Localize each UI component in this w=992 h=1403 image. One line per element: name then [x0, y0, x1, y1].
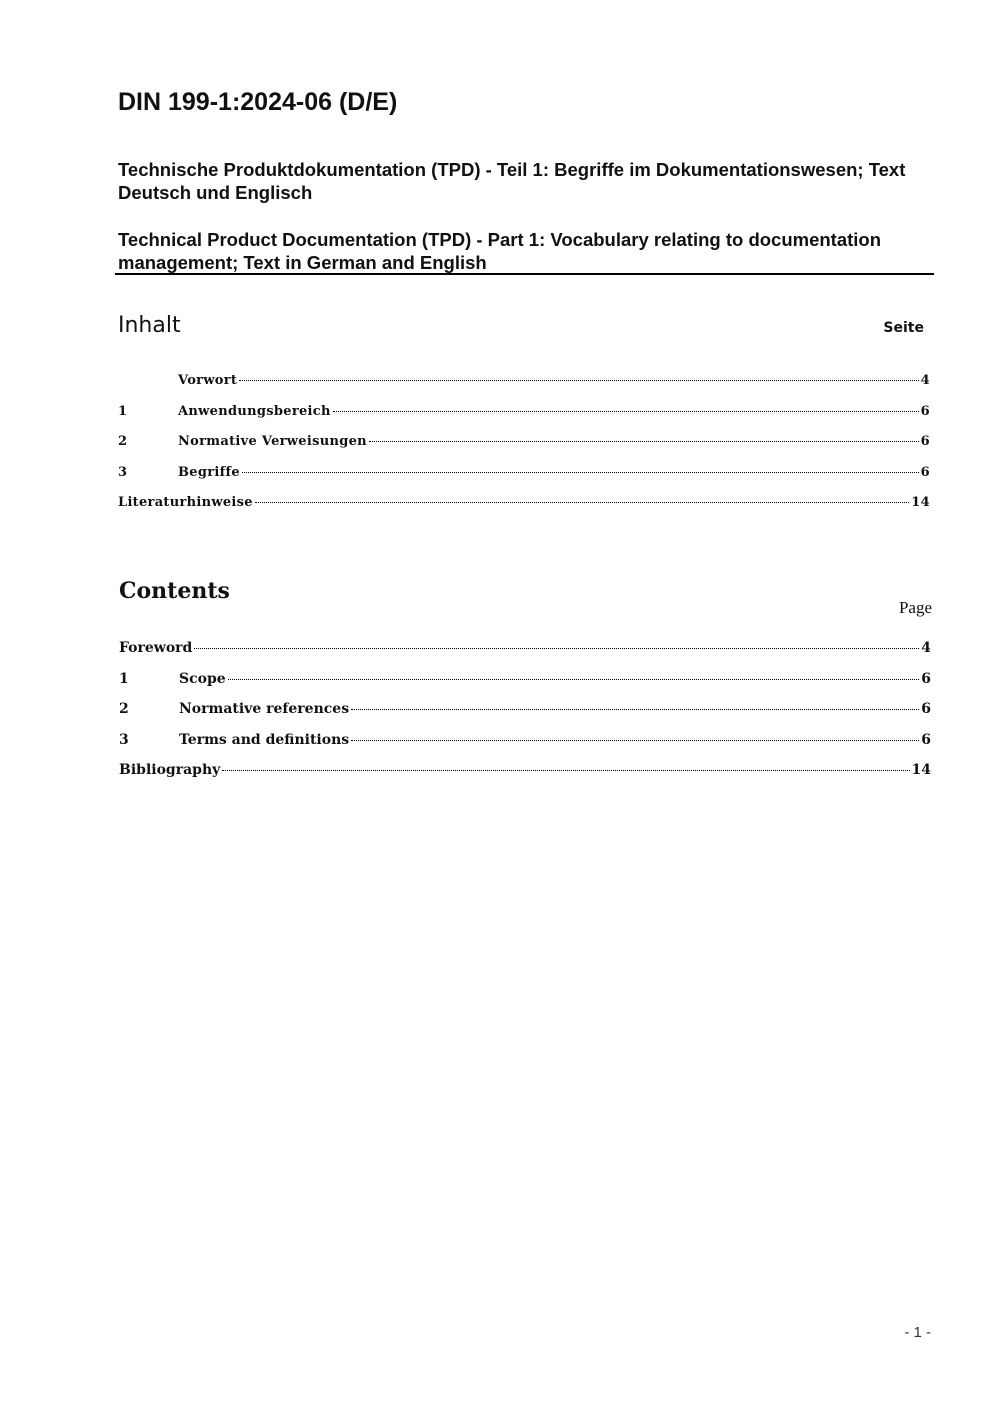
toc-entry-page: 6: [921, 731, 931, 748]
toc-entry-vorwort[interactable]: [118, 370, 930, 401]
toc-heading-german: Inhalt: [118, 313, 181, 338]
toc-entry-number: 3: [119, 731, 129, 748]
toc-entry-page: 6: [921, 670, 931, 687]
toc-dot-leader: [228, 679, 920, 680]
toc-entry-label: Begriffe: [178, 464, 240, 480]
toc-page-label-english: Page: [898, 598, 932, 617]
title-divider: [115, 273, 934, 275]
toc-entry-label: Normative references: [179, 701, 350, 717]
toc-dot-leader: [194, 648, 919, 649]
toc-dot-leader: [239, 380, 918, 381]
document-id: DIN 199-1:2024-06 (D/E): [118, 88, 398, 116]
toc-entry-label: Bibliography: [119, 762, 221, 778]
toc-entry-page: 14: [911, 495, 930, 510]
toc-entry-foreword[interactable]: [119, 637, 931, 668]
toc-entry-number: 2: [119, 701, 129, 717]
toc-entry-literaturhinweise[interactable]: [118, 492, 930, 523]
toc-entry-page: 6: [920, 434, 930, 449]
toc-entry-label: Anwendungsbereich: [178, 403, 331, 419]
toc-dot-leader: [222, 770, 909, 771]
toc-dot-leader: [242, 472, 919, 473]
toc-entry-label: Normative Verweisungen: [178, 434, 367, 449]
toc-entry-normative-verweisungen[interactable]: [118, 431, 930, 462]
toc-entry-anwendungsbereich[interactable]: [118, 401, 930, 432]
toc-dot-leader: [333, 411, 919, 412]
toc-entry-terms-and-definitions[interactable]: [119, 729, 931, 760]
toc-entry-label: Terms and definitions: [179, 731, 350, 748]
toc-entry-number: 3: [118, 464, 128, 480]
toc-dot-leader: [255, 502, 909, 503]
toc-entry-label: Foreword: [119, 640, 193, 656]
toc-heading-english: Contents: [119, 578, 230, 604]
toc-entry-page: 4: [921, 640, 931, 656]
toc-entry-label: Scope: [179, 670, 226, 687]
toc-entry-label: Literaturhinweise: [118, 495, 253, 510]
toc-entry-normative-references[interactable]: [119, 698, 931, 729]
toc-entry-number: 2: [118, 434, 128, 449]
toc-page-label-german: Seite: [883, 320, 924, 336]
toc-entry-begriffe[interactable]: [118, 462, 930, 493]
toc-dot-leader: [351, 740, 919, 741]
toc-english: [119, 637, 931, 790]
page-number: - 1 -: [904, 1324, 931, 1341]
toc-entry-label: Vorwort: [178, 373, 238, 388]
toc-entry-page: 6: [921, 701, 931, 717]
toc-german: [118, 370, 930, 523]
toc-entry-page: 14: [911, 762, 931, 778]
toc-entry-page: 6: [920, 464, 930, 480]
toc-entry-number: 1: [118, 403, 128, 419]
document-title-german: Technische Produktdokumentation (TPD) - Teil 1: Begriffe im Dokumentationswesen; Text Deutsch und Englisch: [118, 159, 906, 203]
toc-dot-leader: [351, 709, 919, 710]
toc-entry-number: 1: [119, 670, 129, 687]
toc-entry-page: 4: [920, 373, 930, 388]
document-title-english: Technical Product Documentation (TPD) - Part 1: Vocabulary relating to documentation management; Text in German and English: [118, 229, 882, 273]
toc-entry-scope[interactable]: [119, 668, 931, 699]
toc-dot-leader: [369, 441, 919, 442]
toc-entry-page: 6: [920, 403, 930, 419]
toc-entry-bibliography[interactable]: [119, 759, 931, 790]
